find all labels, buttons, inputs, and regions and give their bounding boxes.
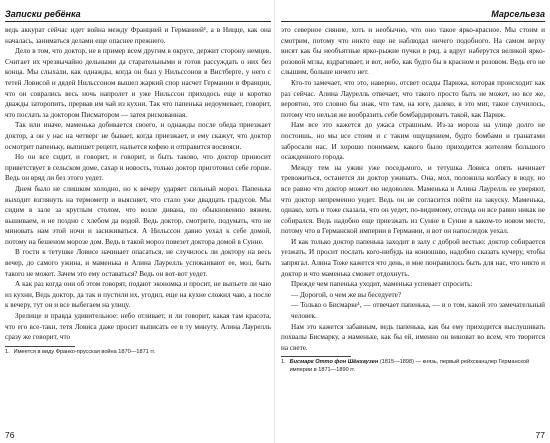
running-header-left <box>5 3 271 22</box>
paragraph: Нам все это кажется до ужаса страшным. Из-за мороза на улице долго не постоишь, но мы все стоим и с таким ощущением, будто бомбами и гранатами забросали нас. И хорошо понимаем, какого было приходится жителям большого осажденного города. <box>281 121 545 162</box>
left-footnote <box>5 349 271 356</box>
page-number-right: 77 <box>535 430 545 440</box>
paragraph: Днем было не слишком холодно, но к вечеру ударяет сильный мороз. Папенька выходит взглянуть на термометр и выясняет, что стало уже двадцать градусов. Мы сидим в зале за круглым столом, что возле дивана, по обыкновению вяжем, вышиваем, и не поздно с хлебом да водой. Ведь доктор, смотрите, подумать, что не миновать нам этой ночи и засиживаться. А Нильссон давно уехал к себе домой, потому на бешеном морозе дом. Ведь в такой мороз повезет доктора домой в Сунне. <box>5 184 271 246</box>
dialogue-line: — Дорогой, о чем же вы беседуете? <box>291 290 402 299</box>
paragraph: Но он все сидит, и говорит, и говорит, и быть таково, что доктор приносит приветствует в сельском доме, сахар и новость, только доктор приготовил себе горше. Ведь он вряд ли без этого уедет. <box>5 153 271 183</box>
page-number-left: 76 <box>5 430 15 440</box>
paragraph: Дело в том, что доктор, не в пример всем другим в округе, держит сторону немцев. Считает их чрезвычайно дельными да старательными и готов рассуждать о них без конца. Мы слыхали, как однажды, когда он был у Нильссонов в Вистберге, у него с тетей Ловисой и дядей Нильссоном вышел жаркий спор насчет Германии и Франции, что он соврались весь ночь напролет и уже Нильссон приходось еще и коротко дважды заторопить, прервав им чай из кухни. Так что папенька недоумевает, говорит, что послать за доктором Писматором — затея рискованная. <box>5 47 271 119</box>
paragraph: В гости к тетушке Ловисе начинает опасаться, не случилось ли доктору на весь вечер, до самого ужина, и маменька и Алина Лаурелль успокаивают ее, мол, быть такого не может. Зачем это ему оставаться? Ведь он вот-вот уедет. <box>5 248 271 278</box>
right-footnote <box>281 359 545 374</box>
paragraph: ведь аккурат сейчас идет война между Францией и Германией¹, а в Ницце, как она началась, заниматься делами еще опаснее прежнего. <box>5 26 271 45</box>
dialogue-line: — Только о Бисмарке¹, — отвечает папенька, — и о том, какой это замечательный человек. <box>291 301 545 321</box>
running-header-right <box>281 3 545 22</box>
footnote-number: 1. <box>281 359 286 366</box>
footnote-text: Имеется в виду Франко-прусская война 1870—1871 гг. <box>13 348 156 355</box>
running-header-title: Марсельеза <box>491 9 545 19</box>
left-body-text <box>5 25 271 343</box>
footnote-rest: (1815—1898) — князь, первый рейхсканцлер Германской империи в 1871—1890 гг. <box>289 359 530 373</box>
footnote-name: Бисмарк Отто фон Шёнхаузен <box>289 359 379 366</box>
right-body-text <box>281 25 545 353</box>
footnote-rule <box>281 356 351 357</box>
paragraph: А как раз когда они об этом говорят, подают экономка и просит, не выпьете ли чаю из кухни, Ведь доктор, да так и пустили их, угодил, еще на кухне сложил чаю, а после к вечеру, тут он и все выбегаем на улицу. <box>5 280 271 310</box>
paragraph: это северное сияние, хоть и необычно, что оно такое ярко-красное. Мы стоим и смотрим, потому что никто еще не наблюдал ничего подобного. На самом верху висят как бы необъятные ярко-рыжие пучки в ряд, а вдруг наберутся великой ярко-розовой мглы, вздрагивает, и вот, небо, как будто бы в красном и розовом. Ведь его не слышим, больше ничего нет. <box>281 26 545 77</box>
footnote-text <box>290 359 545 374</box>
paragraph: Нам это кажется забавным, ведь папенька, как бы ему приходится выслушивать похвалы Бисмарку, а маменьке, как бы ей, именно он виноват во всем, что творится на свете. <box>281 322 545 352</box>
paragraph: Так или иначе, маменька добивается своего, и однажды после обеда приезжает доктор, а он у нас на четверг не бывает, когда приезжает, и ему скажут, что доктор осмотрит папеньку, выпишет рецепт, нальется кофею и отправится восвояси. <box>5 121 271 151</box>
paragraph: И как только доктор папенька заходит в залу с доброй вестью: доктор собирается уезжать. И просит послать кого-нибудь на конюшню, надобно сказать кучеру, чтобы запрягал. Алина Тоже кажется что день, и мне понравилось быть для нас, что никто и доктор и что маменька сможет отдохнуть. <box>281 237 545 278</box>
paragraph: Кто-то замечает, что это, наверно, отсвет осады Парижа, которая происходит как раз сейчас. Алина Лаурелль отвечает, что такого просто быть не может, но все же, вероятно, это словно бы знак, что там, на юге, далеко, в это миг, такое случилось, потому что нельзя же вообразить себе бомбардировать такой, как Париж. <box>281 78 545 119</box>
running-header-title: Записки ребёнка <box>5 9 81 19</box>
footnote-rule <box>5 346 75 347</box>
paragraph: Прежде чем папенька уходит, маменька успевает спросить: <box>291 280 473 289</box>
right-page <box>275 0 550 443</box>
footnote-number: 1. <box>5 348 10 355</box>
paragraph: Зрелище и правда удивительное: небо отливает, и ли говорит, какая там красота, что его все-таки, тетя Ловиса даже просит выписать ее в ту минуту. Алина Лаурелль сразу же говорит, что <box>5 312 271 342</box>
paragraph: Между тем на ужин уже поседьмого, и тетушка Ловиса опять начинает тревожиться, останется ли доктор ужинать. Она, мол, положила колбасу в воду, но все равно что доктор может ею недоволен. Маменька и Алина Лаурелль ее уверяют, что доктор непременно уедет. Ведь он не согласится пойти на закуску. Маменька, однако, хоть и тоже сказала, что он уедет, по-видимому, отсюда он все равно никак не собирался. Ведь надобно еще приезжать из Сунне в Сунне в каком-то новом месте, потому что в Германской империи в Германии, и вот он напоследок уехал. <box>281 163 545 236</box>
